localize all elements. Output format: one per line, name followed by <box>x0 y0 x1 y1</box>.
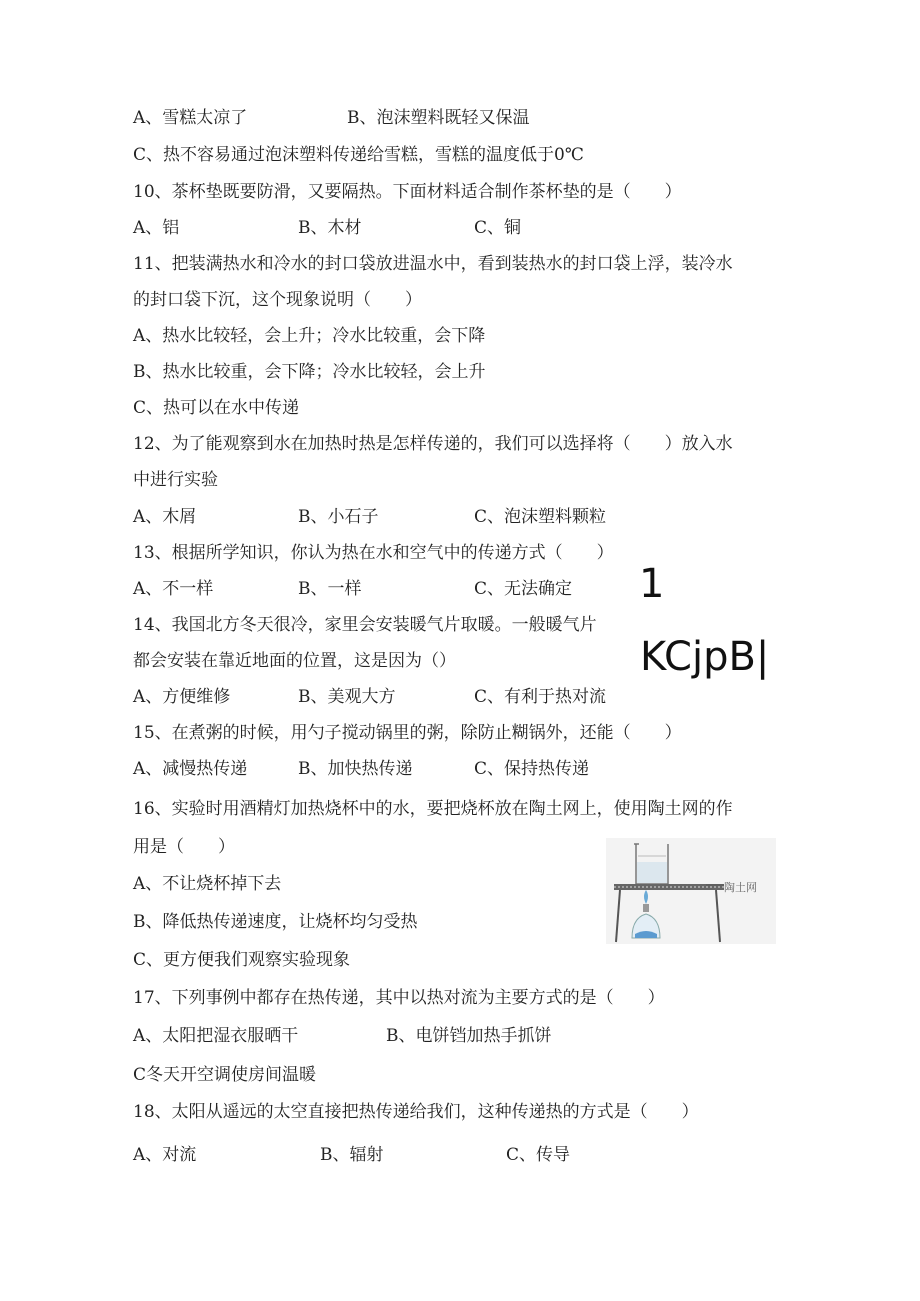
q15-option-b: B、加快热传递 <box>298 759 413 779</box>
q12-option-a: A、木屑 <box>133 507 197 527</box>
q15-option-c: C、保持热传递 <box>474 759 590 779</box>
q10-stem: 10、茶杯垫既要防滑，又要隔热。下面材料适合制作茶杯垫的是（ ） <box>133 182 682 202</box>
q11-option-a: A、热水比较轻，会上升；冷水比较重，会下降 <box>133 326 486 346</box>
prev-option-a: A、雪糕太凉了 <box>133 108 248 128</box>
q14-option-b: B、美观大方 <box>298 687 396 707</box>
q18-option-c: C、传导 <box>506 1145 571 1165</box>
prev-option-c: C、热不容易通过泡沫塑料传递给雪糕，雪糕的温度低于0℃ <box>133 145 584 165</box>
q17-option-a: A、太阳把湿衣服晒干 <box>133 1026 299 1046</box>
q17-option-b: B、电饼铛加热手抓饼 <box>386 1026 552 1046</box>
q17-stem: 17、下列事例中都存在热传递，其中以热对流为主要方式的是（ ） <box>133 988 665 1008</box>
q13-option-b: B、一样 <box>298 579 362 599</box>
q14-option-a: A、方便维修 <box>133 687 231 707</box>
q11-option-c: C、热可以在水中传递 <box>133 398 300 418</box>
q12-stem-line2: 中进行实验 <box>133 470 218 490</box>
q10-option-b: B、木材 <box>298 218 362 238</box>
q16-stem-line2: 用是（ ） <box>133 837 235 857</box>
q16-option-a: A、不让烧杯掉下去 <box>133 874 282 894</box>
q11-stem-line2: 的封口袋下沉，这个现象说明（ ） <box>133 290 422 310</box>
gauze-label: 陶土网 <box>724 881 757 894</box>
q14-option-c: C、有利于热对流 <box>474 687 607 707</box>
q10-option-c: C、铜 <box>474 218 522 238</box>
q14-stem-line2: 都会安装在靠近地面的位置，这是因为（） <box>133 651 456 671</box>
prev-option-b: B、泡沫塑料既轻又保温 <box>347 108 530 128</box>
q15-stem: 15、在煮粥的时候，用勺子搅动锅里的粥，除防止糊锅外，还能（ ） <box>133 723 682 743</box>
q16-stem-line1: 16、实验时用酒精灯加热烧杯中的水，要把烧杯放在陶土网上，使用陶土网的作 <box>133 799 733 819</box>
q17-option-c: C冬天开空调使房间温暖 <box>133 1065 317 1085</box>
q13-stem: 13、根据所学知识，你认为热在水和空气中的传递方式（ ） <box>133 543 614 563</box>
q13-option-c: C、无法确定 <box>474 579 573 599</box>
q14-stem-line1: 14、我国北方冬天很冷，家里会安装暖气片取暖。一般暖气片 <box>133 615 597 635</box>
q11-option-b: B、热水比较重，会下降；冷水比较轻，会上升 <box>133 362 486 382</box>
q11-stem-line1: 11、把装满热水和冷水的封口袋放进温水中，看到装热水的封口袋上浮，装冷水 <box>133 254 733 274</box>
q18-option-b: B、辐射 <box>320 1145 384 1165</box>
q12-option-c: C、泡沫塑料颗粒 <box>474 507 607 527</box>
q12-option-b: B、小石子 <box>298 507 379 527</box>
q16-option-b: B、降低热传递速度，让烧杯均匀受热 <box>133 912 418 932</box>
q10-option-a: A、铝 <box>133 218 180 238</box>
q18-option-a: A、对流 <box>133 1145 197 1165</box>
stray-code-text: KCjpB| <box>640 634 770 680</box>
stray-number: 1 <box>639 561 665 607</box>
q16-option-c: C、更方便我们观察实验现象 <box>133 950 351 970</box>
q18-stem: 18、太阳从遥远的太空直接把热传递给我们，这种传递热的方式是（ ） <box>133 1102 699 1122</box>
q12-stem-line1: 12、为了能观察到水在加热时热是怎样传递的，我们可以选择将（ ）放入水 <box>133 434 733 454</box>
q13-option-a: A、不一样 <box>133 579 214 599</box>
q15-option-a: A、减慢热传递 <box>133 759 248 779</box>
